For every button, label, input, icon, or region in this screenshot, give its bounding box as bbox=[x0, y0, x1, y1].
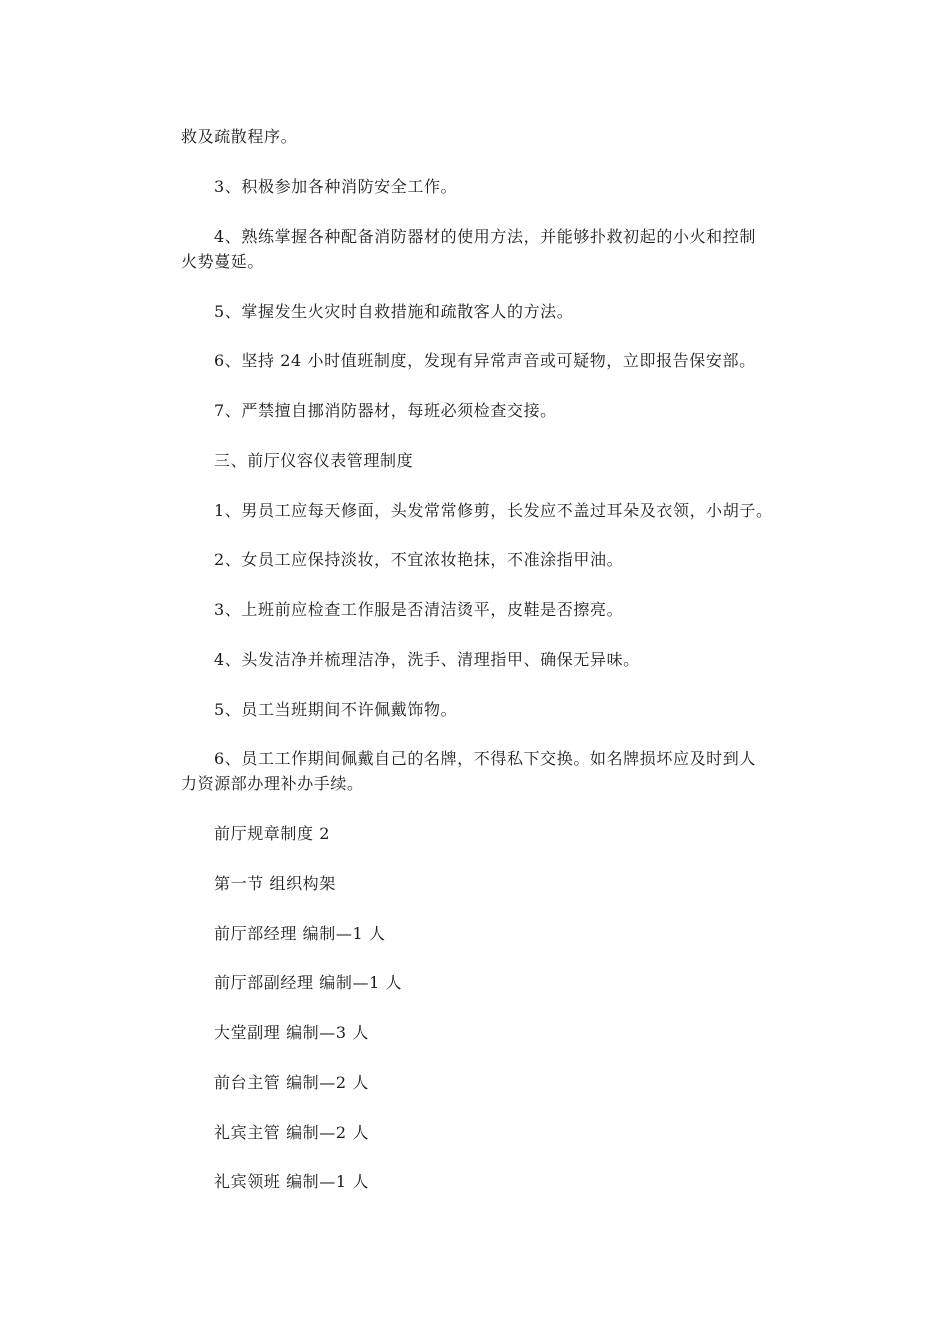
paragraph-line: 3、上班前应检查工作服是否清洁烫平，皮鞋是否擦亮。 bbox=[214, 600, 624, 619]
section-heading: 前厅规章制度 2 bbox=[214, 824, 331, 843]
paragraph-line: 力资源部办理补办手续。 bbox=[181, 774, 364, 793]
paragraph-line: 5、掌握发生火灾时自救措施和疏散客人的方法。 bbox=[214, 302, 574, 321]
staffing-line: 礼宾主管 编制—2 人 bbox=[214, 1123, 369, 1142]
staffing-line: 大堂副理 编制—3 人 bbox=[214, 1023, 369, 1042]
paragraph-line: 火势蔓延。 bbox=[181, 252, 265, 271]
paragraph-line: 6、员工工作期间佩戴自己的名牌，不得私下交换。如名牌损坏应及时到人 bbox=[214, 749, 756, 768]
paragraph-line: 3、积极参加各种消防安全工作。 bbox=[214, 177, 458, 196]
paragraph-line: 5、员工当班期间不许佩戴饰物。 bbox=[214, 700, 458, 719]
paragraph-line: 2、女员工应保持淡妆，不宜浓妆艳抹，不准涂指甲油。 bbox=[214, 550, 624, 569]
section-heading: 三、前厅仪容仪表管理制度 bbox=[214, 451, 414, 470]
paragraph-line: 4、熟练掌握各种配备消防器材的使用方法，并能够扑救初起的小火和控制 bbox=[214, 227, 756, 246]
staffing-line: 前厅部副经理 编制—1 人 bbox=[214, 973, 403, 992]
staffing-line: 礼宾领班 编制—1 人 bbox=[214, 1172, 369, 1191]
paragraph-line: 4、头发洁净并梳理洁净，洗手、清理指甲、确保无异味。 bbox=[214, 650, 640, 669]
staffing-line: 前厅部经理 编制—1 人 bbox=[214, 924, 386, 943]
paragraph-line: 救及疏散程序。 bbox=[181, 127, 298, 146]
paragraph-line: 7、严禁擅自挪消防器材，每班必须检查交接。 bbox=[214, 401, 557, 420]
section-heading: 第一节 组织构架 bbox=[214, 874, 336, 893]
staffing-line: 前台主管 编制—2 人 bbox=[214, 1073, 369, 1092]
paragraph-line: 1、男员工应每天修面，头发常常修剪，长发应不盖过耳朵及衣领，小胡子。 bbox=[214, 501, 773, 520]
paragraph-line: 6、坚持 24 小时值班制度，发现有异常声音或可疑物，立即报告保安部。 bbox=[214, 351, 756, 370]
